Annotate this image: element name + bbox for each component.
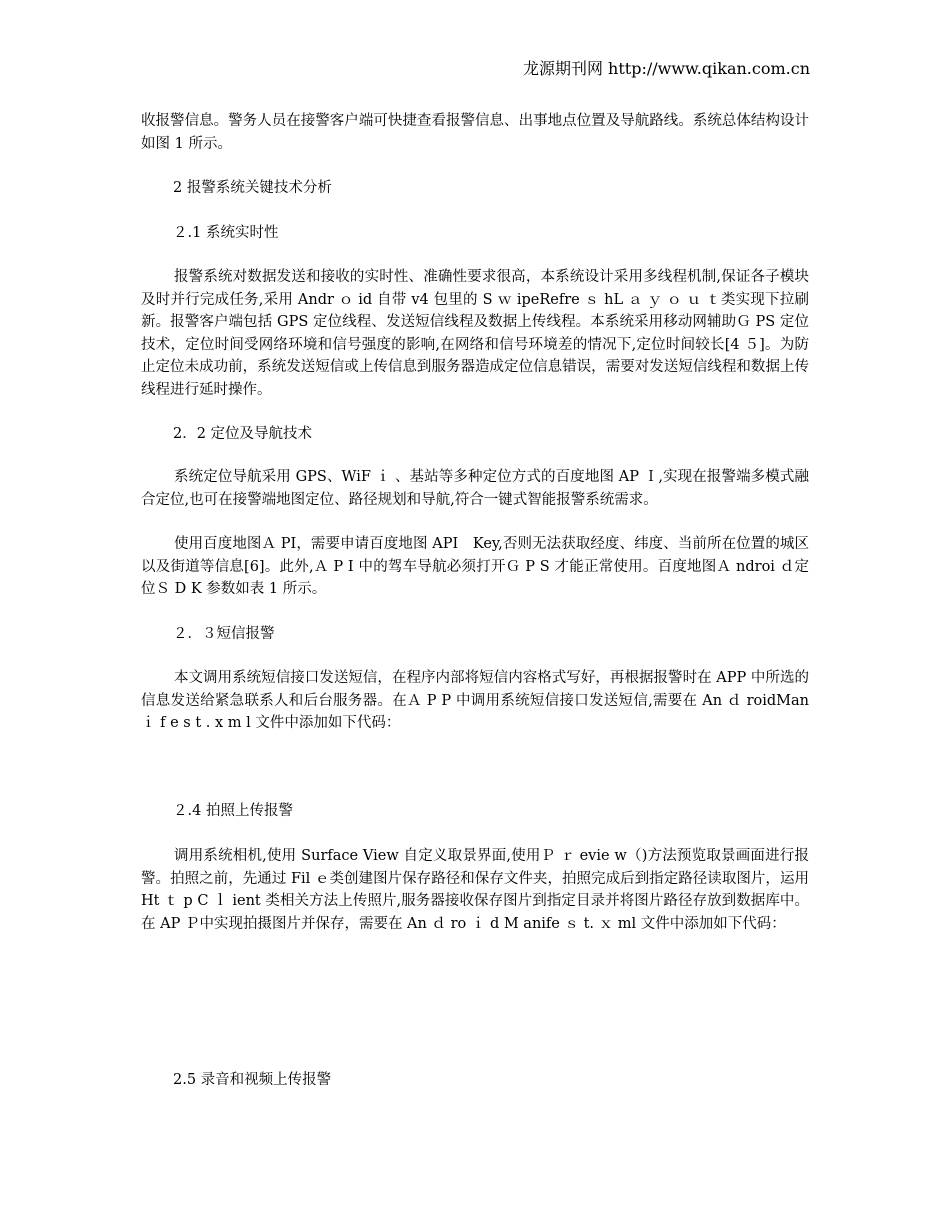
site-header: 龙源期刊网 http://www.qikan.com.cn xyxy=(522,59,810,78)
section-2-3-paragraph: 本文调用系统短信接口发送短信，在程序内部将短信内容格式写好，再根据报警时在 APP 中所选的信息发送给紧急联系人和后台服务器。在Ａ P P 中调用系统短信接口发送短信,需要在 An ｄ roidMan ｉ f e s t . x m l 文件中添加如下代码： xyxy=(141,670,809,731)
section-2-heading: 2 报警系统关键技术分析 xyxy=(173,180,332,196)
section-2-4-heading: ２.4 拍照上传报警 xyxy=(173,803,293,819)
section-2-2-paragraph-1: 系统定位导航采用 GPS、WiF ｉ 、基站等多种定位方式的百度地图 AP Ｉ,实现在报警端多模式融合定位,也可在接警端地图定位、路径规划和导航,符合一键式智能报警系统需求。 xyxy=(141,469,809,508)
section-2-2-heading: 2．2 定位及导航技术 xyxy=(173,426,313,442)
section-2-4-paragraph: 调用系统相机,使用 Surface View 自定义取景界面,使用Ｐ ｒ evie w（)方法预览取景画面进行报警。拍照之前，先通过 Fil ｅ类创建图片保存路径和保存文件夹，拍照完成后到指定路径读取图片，运用 Ht ｔ p C ｌ ient 类相关方法上传照片,服务器接收保存图片到指定目录并将图片路径存放到数据库中。在 AP Ｐ中实现拍摄图片并保存，需要在 An ｄ ro ｉ d M anife ｓ t. ｘ ml 文件中添加如下代码： xyxy=(141,848,809,932)
section-2-3-heading: ２．３短信报警 xyxy=(173,626,275,642)
section-2-5-heading: 2.5 录音和视频上传报警 xyxy=(173,1072,332,1088)
intro-paragraph: 收报警信息。警务人员在接警客户端可快捷查看报警信息、出事地点位置及导航路线。系统总体结构设计如图 1 所示。 xyxy=(141,113,809,152)
section-2-1-heading: ２.1 系统实时性 xyxy=(173,225,279,241)
section-2-1-paragraph: 报警系统对数据发送和接收的实时性、准确性要求很高，本系统设计采用多线程机制,保证各子模块及时并行完成任务,采用 Andr ｏ id 自带 v4 包里的 S ｗ ipeRefre ｓ hL ａ ｙ ｏ ｕ ｔ类实现下拉刷新。报警客户端包括 GPS 定位线程、发送短信线程及数据上传线程。本系统采用移动网辅助Ｇ PS 定位技术，定位时间受网络环境和信号强度的影响,在网络和信号环境差的情况下,定位时间较长[4 ５]。为防止定位未成功前，系统发送短信或上传信息到服务器造成定位信息错误，需要对发送短信线程和数据上传线程进行延时操作。 xyxy=(141,269,809,398)
section-2-2-paragraph-2: 使用百度地图Ａ PI，需要申请百度地图 API Key,否则无法获取经度、纬度、当前所在位置的城区以及街道等信息[6]。此外,Ａ P I 中的驾车导航必须打开Ｇ P S 才能正常使用。百度地图Ａ ndroi ｄ定位Ｓ D K 参数如表 1 所示。 xyxy=(141,536,809,597)
